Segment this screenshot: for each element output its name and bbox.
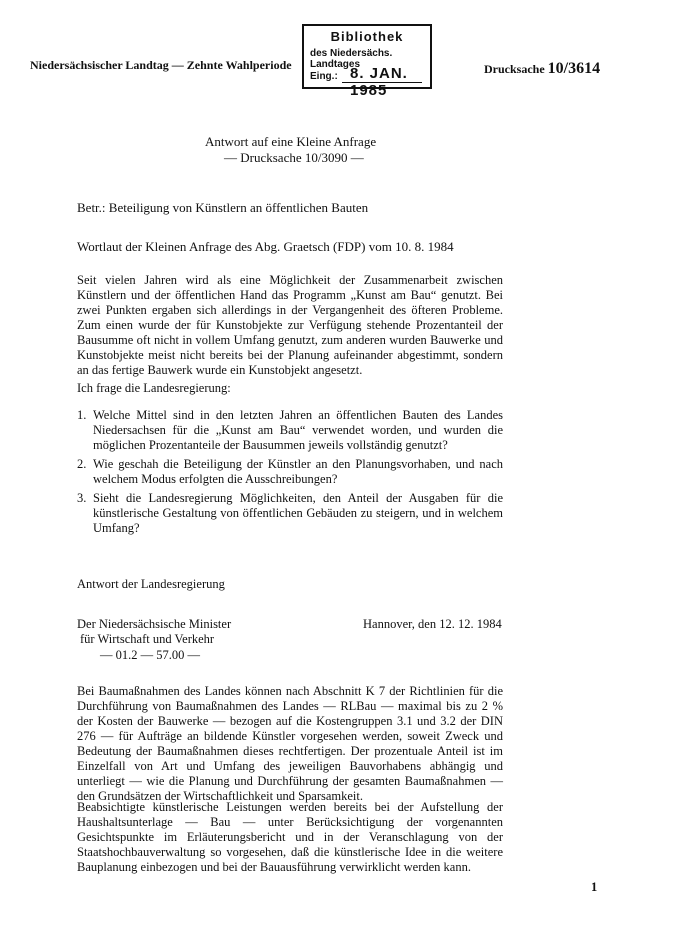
question-1 (77, 408, 503, 453)
question-text: Welche Mittel sind in den letzten Jahren an öffentlichen Bauten des Landes Niedersachsen für die „Kunst am Bau“ verwendet worden, und wurden die möglichen Prozentanteile der Bausummen jeweils vollständig genutzt? (93, 408, 503, 452)
question-text: Wie geschah die Beteiligung der Künstler an den Planungsvorhaben, und nach welchem Modus erfolgten die Ausschreibungen? (93, 457, 503, 486)
minister-line1: Der Niedersächsische Minister (77, 617, 232, 631)
ask-line: Ich frage die Landesregierung: (77, 381, 231, 395)
stamp-line1: Bibliothek (330, 29, 404, 44)
stamp-label: Eing.: (310, 71, 338, 82)
question-number: 1. (77, 408, 87, 422)
drucksache-number: 10/3614 (547, 60, 601, 77)
stamp-underline (342, 82, 422, 83)
stamp-line2: des Niedersächs. Landtages (310, 48, 393, 70)
answer-paragraph-1: Bei Baumaßnahmen des Landes können nach Abschnitt K 7 der Richtlinien für die Durchführung von Baumaßnahmen des Landes — RLBau — maximal bis zu 2 % der Kosten der Bauwerke — bezogen auf die Kostengruppen 3.1 und 3.2 der DIN 276 — für Aufträge an bildende Künstler vorgesehen werden, soweit Zweck und Bedeutung der Baumaßnahmen dieses rechtfertigen. Der prozentuale Anteil ist im Einzelfall von Art und Umfang des jeweiligen Bauvorhabens abhängig und unterliegt — wie die Planung und Durchführung der gesamten Baumaßnahmen — den Grundsätzen der Wirtschaftlichkeit und Sparsamkeit. (77, 684, 503, 803)
minister-line2: für Wirtschaft und Verkehr (80, 632, 215, 646)
question-2 (77, 457, 503, 487)
library-stamp (302, 24, 432, 99)
stamp-date: 8. JAN. 1985 (350, 65, 408, 99)
question-text: Sieht die Landesregierung Möglichkeiten, den Anteil der Ausgaben für die künstlerische Gestaltung von öffentlichen Gebäuden zu steigern, und in welchem Umfang? (93, 491, 503, 535)
header-left: Niedersächsischer Landtag — Zehnte Wahlperiode (30, 58, 292, 72)
subject-line: Betr.: Beteiligung von Künstlern an öffentlichen Bauten (77, 200, 369, 215)
question-number: 2. (77, 457, 87, 471)
header-right (484, 60, 600, 78)
drucksache-label: Drucksache (484, 62, 545, 76)
title-line1: Antwort auf eine Kleine Anfrage (205, 134, 377, 149)
question-number: 3. (77, 491, 87, 505)
page-number: 1 (591, 880, 598, 894)
minister-reference: — 01.2 — 57.00 — (100, 648, 200, 662)
title-line2: — Drucksache 10/3090 — (224, 150, 364, 165)
inquiry-intro: Seit vielen Jahren wird als eine Möglichkeit der Zusammenarbeit zwischen Künstlern und der öffentlichen Hand das Programm „Kunst am Bau“ genutzt. Bei zwei Punkten ergaben sich allerdings in der Vergangenheit des öfteren Probleme. Zum einen wurde der für Kunstobjekte zur Verfügung stehende Prozentanteil der Bausumme oft nicht in vollem Umfang genutzt, zum anderen wurden Bauwerke und Kunstobjekte meist nicht bereits bei der Planung aufeinander abgestimmt, sondern an das fertige Bauwerk wurde ein Kunstobjekt angesetzt. (77, 273, 503, 377)
answer-heading: Antwort der Landesregierung (77, 577, 225, 591)
inquiry-heading: Wortlaut der Kleinen Anfrage des Abg. Graetsch (FDP) vom 10. 8. 1984 (77, 239, 454, 254)
answer-paragraph-2: Beabsichtigte künstlerische Leistungen werden bereits bei der Aufstellung der Haushaltsunterlage — Bau — unter Berücksichtigung der vorgenannten Gesichtspunkte im Erläuterungsbericht und in der Veranschlagung von der Staatshochbauverwaltung so vorgesehen, daß die künstlerische Idee in die weitere Bauplanung einbezogen und bei der Bauausführung verwirklicht werden kann. (77, 800, 503, 874)
place-date: Hannover, den 12. 12. 1984 (363, 617, 502, 631)
question-3 (77, 491, 503, 536)
